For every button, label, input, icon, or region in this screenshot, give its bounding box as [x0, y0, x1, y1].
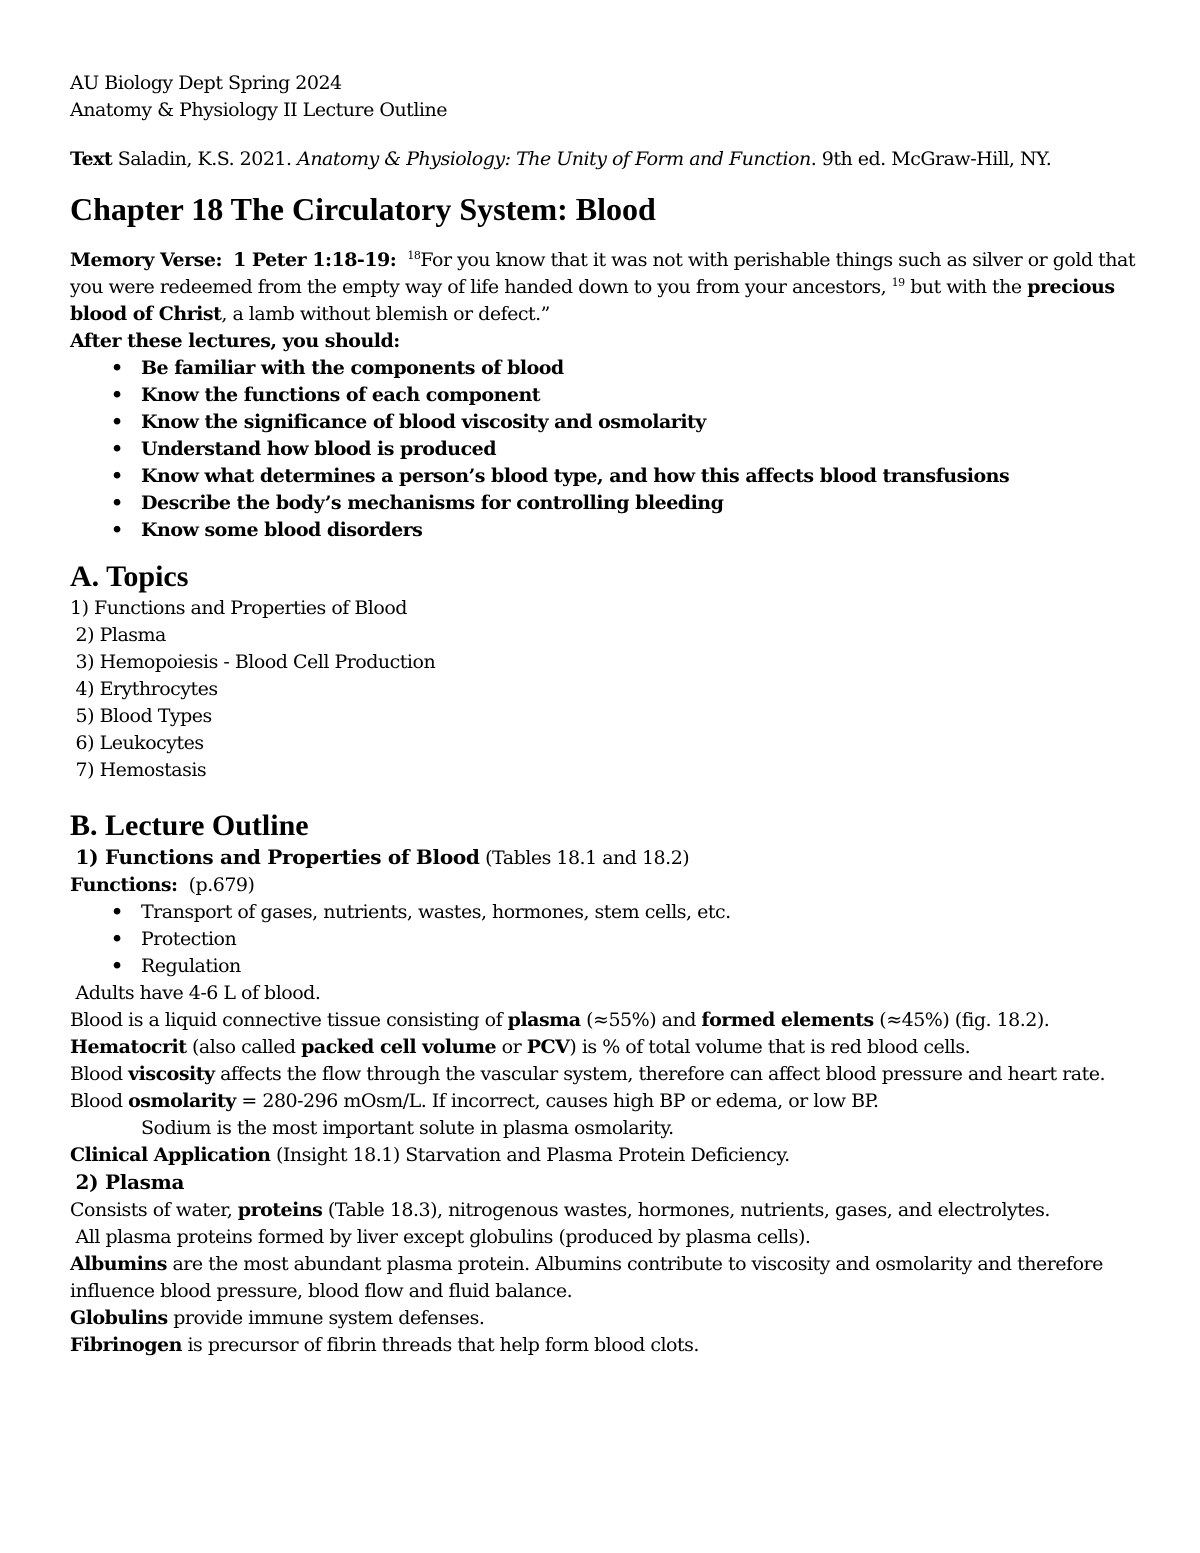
list-item [111, 926, 1140, 953]
text-run: is precursor of fibrin threads that help form blood clots. [181, 1334, 699, 1356]
adults-line: Adults have 4-6 L of blood. [70, 982, 321, 1004]
list-item [111, 953, 1140, 980]
topic-item: 5) Blood Types [70, 705, 212, 727]
text-run: Consists of water, [70, 1199, 238, 1221]
topic-item: 7) Hemostasis [70, 759, 207, 781]
objectives-list [70, 355, 1140, 544]
text-run: (≈45%) (fig. 18.2). [873, 1009, 1050, 1031]
text-run: Blood [70, 1090, 129, 1112]
list-item [111, 517, 1140, 544]
functions-label: Functions: [70, 874, 178, 896]
text-run: (also called [186, 1036, 302, 1058]
section-2-heading [70, 1169, 1140, 1197]
osmolarity-line [70, 1088, 1140, 1115]
verse-number-18: 18 [407, 249, 421, 262]
verse-text-part-1: For you know that it was not with perishable things such as silver or gold that you were redeemed from the empty way of life handed down to you from your ancestors, [70, 249, 1135, 298]
text-run: (≈55%) and [580, 1009, 702, 1031]
term-albumins: Albumins [70, 1253, 167, 1275]
topic-item: 3) Hemopoiesis - Blood Cell Production [70, 651, 436, 673]
text-book-title: Anatomy & Physiology: The Unity of Form and Function [297, 148, 811, 170]
topic-item: 2) Plasma [70, 624, 166, 646]
spacer [70, 124, 1140, 146]
bullet-icon: • [111, 492, 123, 514]
text-run: (Table 18.3), nitrogenous wastes, hormones, nutrients, gases, and electrolytes. [322, 1199, 1050, 1221]
bullet-icon: • [111, 519, 123, 541]
term-pcv: PCV [526, 1036, 570, 1058]
liver-line: All plasma proteins formed by liver except globulins (produced by plasma cells). [70, 1226, 811, 1248]
header-line-2: Anatomy & Physiology II Lecture Outline [70, 99, 447, 121]
list-item [111, 382, 1140, 409]
function-text: Protection [141, 928, 237, 950]
objective-text: Describe the body’s mechanisms for controlling bleeding [141, 492, 724, 514]
list-item [111, 490, 1140, 517]
list-item [111, 899, 1140, 926]
text-run: Blood [70, 1063, 129, 1085]
section-1-title: 1) Functions and Properties of Blood [75, 845, 480, 869]
bullet-icon: • [111, 357, 123, 379]
term-proteins: proteins [237, 1199, 323, 1221]
plasma-consists-line [70, 1197, 1140, 1224]
bullet-icon: • [111, 411, 123, 433]
memory-verse-label: Memory Verse: [70, 249, 222, 271]
liquid-tissue-line [70, 1007, 1140, 1034]
text-run: are the most abundant plasma protein. Albumins contribute to viscosity and osmolarity and therefore influence blood pressure, blood flow and fluid balance. [70, 1253, 1103, 1302]
term-viscosity: viscosity [128, 1063, 215, 1085]
memory-verse-reference: 1 Peter 1:18-19: [233, 249, 397, 271]
header-line-1: AU Biology Dept Spring 2024 [70, 72, 342, 94]
sodium-line: Sodium is the most important solute in plasma osmolarity. [141, 1117, 674, 1139]
bullet-icon: • [111, 465, 123, 487]
topic-item: 4) Erythrocytes [70, 678, 218, 700]
bullet-icon: • [111, 955, 123, 977]
term-formed-elements: formed elements [701, 1009, 874, 1031]
verse-text-part-3: , a lamb without blemish or defect.” [221, 303, 550, 325]
term-globulins: Globulins [70, 1307, 168, 1329]
term-hematocrit: Hematocrit [70, 1036, 187, 1058]
list-item [111, 409, 1140, 436]
text-run: or [496, 1036, 527, 1058]
text-run: affects the flow through the vascular system, therefore can affect blood pressure and heart rate. [214, 1063, 1106, 1085]
term-packed-cell-volume: packed cell volume [301, 1036, 497, 1058]
verse-number-19: 19 [891, 276, 905, 289]
function-text: Regulation [141, 955, 241, 977]
term-osmolarity: osmolarity [128, 1090, 236, 1112]
topics-heading: A. Topics [70, 560, 189, 593]
verse-text-part-2: but with the [904, 276, 1028, 298]
viscosity-line [70, 1061, 1140, 1088]
bullet-icon: • [111, 438, 123, 460]
text-run: = 280-296 mOsm/L. If incorrect, causes high BP or edema, or low BP. [235, 1090, 879, 1112]
clinical-application-line [70, 1142, 1140, 1169]
objective-text: Be familiar with the components of blood [141, 357, 564, 379]
bullet-icon: • [111, 928, 123, 950]
document-page [70, 70, 1140, 1359]
globulins-line [70, 1305, 1140, 1332]
functions-line [70, 872, 1140, 899]
term-plasma: plasma [507, 1009, 581, 1031]
section-1-ref: (Tables 18.1 and 18.2) [479, 847, 690, 869]
section-2-title: 2) Plasma [75, 1170, 185, 1194]
text-author: Saladin, K.S. 2021. [112, 148, 298, 170]
objective-text: Understand how blood is produced [141, 438, 497, 460]
memory-verse [70, 247, 1140, 328]
text-run: Blood is a liquid connective tissue consisting of [70, 1009, 508, 1031]
list-item [111, 355, 1140, 382]
topic-item: 1) Functions and Properties of Blood [70, 597, 407, 619]
term-clinical-application: Clinical Application [70, 1144, 271, 1166]
term-fibrinogen: Fibrinogen [70, 1334, 182, 1356]
fibrinogen-line [70, 1332, 1140, 1359]
function-text: Transport of gases, nutrients, wastes, hormones, stem cells, etc. [141, 901, 731, 923]
text-label: Text [70, 148, 113, 170]
section-1-heading [70, 844, 1140, 872]
objective-text: Know the significance of blood viscosity and osmolarity [141, 411, 706, 433]
list-item [111, 463, 1140, 490]
objective-text: Know what determines a person’s blood type, and how this affects blood transfusions [141, 465, 1010, 487]
chapter-title: Chapter 18 The Circulatory System: Blood [70, 191, 656, 227]
verse-emphasis: precious blood of Christ [70, 276, 1115, 325]
text-run: provide immune system defenses. [167, 1307, 485, 1329]
list-item [111, 436, 1140, 463]
text-run: (Insight 18.1) Starvation and Plasma Protein Deficiency. [270, 1144, 790, 1166]
functions-list [70, 899, 1140, 980]
topic-item: 6) Leukocytes [70, 732, 204, 754]
text-edition: . 9th ed. McGraw-Hill, NY. [810, 148, 1052, 170]
objective-text: Know the functions of each component [141, 384, 541, 406]
objectives-heading: After these lectures, you should: [70, 330, 400, 352]
hematocrit-line [70, 1034, 1140, 1061]
bullet-icon: • [111, 384, 123, 406]
bullet-icon: • [111, 901, 123, 923]
objective-text: Know some blood disorders [141, 519, 423, 541]
outline-heading: B. Lecture Outline [70, 809, 309, 842]
text-reference [70, 146, 1140, 173]
albumins-line [70, 1251, 1140, 1305]
functions-ref: (p.679) [177, 874, 255, 896]
text-run: ) is % of total volume that is red blood cells. [569, 1036, 971, 1058]
